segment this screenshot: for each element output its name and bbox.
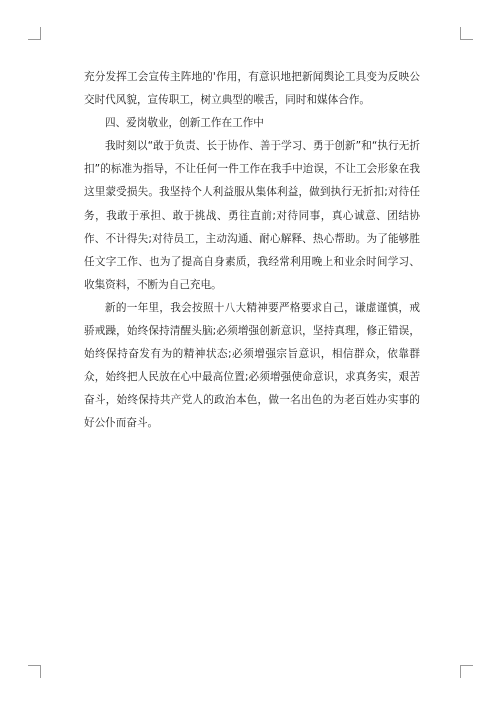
corner-mark-bottom-right xyxy=(460,665,473,678)
paragraph-new-year: 新的一年里，我会按照十八大精神要严格要求自己，谦虚谨慎，戒骄戒躁，始终保持清醒头脑;必须增强创新意识，坚持真理，修正错误，始终保持奋发有为的精神状态;必须增强宗旨意识，相信群众，依靠群众，始终把人民放在心中最高位置;必须增强使命意识，求真务实，艰苦奋斗，始终保持共产党人的政治本色，做一名出色的为老百姓办实事的好公仆而奋斗。 xyxy=(84,301,420,430)
corner-mark-bottom-left xyxy=(28,665,41,678)
document-body xyxy=(84,66,420,436)
corner-mark-top-left xyxy=(28,27,41,40)
paragraph-work-attitude: 我时刻以“敢于负责、长于协作、善于学习、勇于创新”和“执行无折扣”的标准为指导，不让任何一件工作在我手中迨误，不让工会形象在我这里蒙受损失。我坚持个人利益服从集体利益，做到执行无折扣;对待任务，我敢于承担、敢于挑战、勇往直前;对待同事，真心诚意、团结协作、不计得失;对待员工，主动沟通、耐心解释、热心帮助。为了能够胜任文字工作、也为了提高自身素质，我经常利用晚上和业余时间学习、收集资料，不断为自己充电。 xyxy=(84,140,420,291)
corner-mark-top-right xyxy=(460,27,473,40)
paragraph-publicity: 充分发挥工会宣传主阵地的'作用，有意识地把新闻舆论工具变为反映公交时代风貌，宣传职工，树立典型的喉舌，同时和媒体合作。 xyxy=(84,71,420,107)
section-heading-dedication: 四、爱岗敬业，创新工作在工作中 xyxy=(105,117,264,130)
